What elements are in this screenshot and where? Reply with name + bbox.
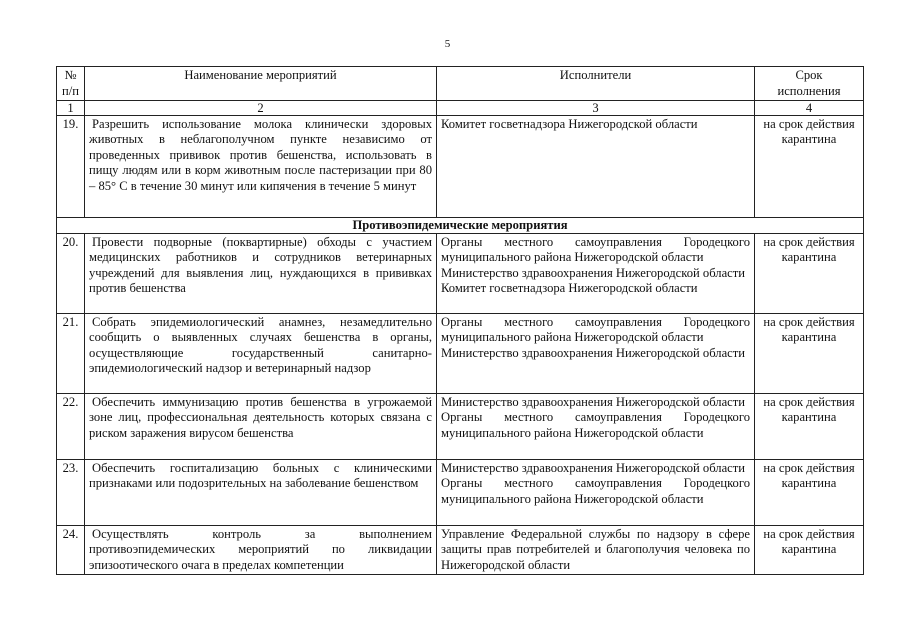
table-row <box>57 234 864 314</box>
measure-name: Разрешить использование молока клинически здоровых животных в неблагополучном пункте независимо от проведенных прививок против бешенства, использовать в пищу людям или в корм животным после пастеризации при 80 – 85° С в течение 30 минут или кипячения в течение 5 минут <box>85 116 437 218</box>
column-index: 3 <box>437 101 755 116</box>
measure-name: Осуществлять контроль за выполнением противоэпидемических мероприятий по ликвидации эпизоотического очага в пределах компетенции <box>85 526 437 575</box>
table-row <box>57 526 864 575</box>
header-term: Срок исполнения <box>755 67 864 101</box>
row-number: 24. <box>57 526 85 575</box>
measure-name: Обеспечить госпитализацию больных с клиническими признаками или подозрительных на заболевание бешенством <box>85 460 437 526</box>
executor: Органы местного самоуправления Городецкого муниципального района Нижегородской области <box>441 235 750 265</box>
measures-table <box>56 66 864 575</box>
table-header-row <box>57 67 864 101</box>
executor: Органы местного самоуправления Городецкого муниципального района Нижегородской области <box>441 410 750 440</box>
term-cell: на срок действия карантина <box>755 116 864 218</box>
executor: Комитет госветнадзора Нижегородской области <box>441 281 698 296</box>
executors-cell <box>437 526 755 575</box>
executors-cell <box>437 394 755 460</box>
executor: Управление Федеральной службы по надзору в сфере защиты прав потребителей и благополучия человека по Нижегородской области <box>441 527 750 572</box>
executors-cell <box>437 116 755 218</box>
measure-name: Провести подворные (поквартирные) обходы с участием медицинских работников и сотрудников ветеринарных учреждений для выявления лиц, нуждающихся в прививках против бешенства <box>85 234 437 314</box>
column-index-row <box>57 101 864 116</box>
term-cell: на срок действия карантина <box>755 460 864 526</box>
executor: Органы местного самоуправления Городецкого муниципального района Нижегородской области <box>441 476 750 506</box>
executor: Комитет госветнадзора Нижегородской области <box>441 117 698 131</box>
section-title: Противоэпидемические мероприятия <box>57 218 864 234</box>
row-number: 23. <box>57 460 85 526</box>
table-row <box>57 314 864 394</box>
section-heading-row <box>57 218 864 234</box>
column-index: 4 <box>755 101 864 116</box>
executor: Министерство здравоохранения Нижегородской области <box>441 395 746 409</box>
executor: Органы местного самоуправления Городецкого муниципального района Нижегородской области <box>441 315 750 345</box>
row-number: 20. <box>57 234 85 314</box>
table-row <box>57 116 864 218</box>
measure-name: Обеспечить иммунизацию против бешенства в угрожаемой зоне лиц, профессиональная деятельность которых связана с риском заражения вирусом бешенства <box>85 394 437 460</box>
header-num: № п/п <box>57 67 85 101</box>
executor: Министерство здравоохранения Нижегородской области <box>441 461 746 475</box>
executor: Министерство здравоохранения Нижегородской области <box>441 345 746 360</box>
term-cell: на срок действия карантина <box>755 526 864 575</box>
executors-cell <box>437 234 755 314</box>
executors-cell <box>437 314 755 394</box>
row-number: 21. <box>57 314 85 394</box>
header-executors: Исполнители <box>437 67 755 101</box>
table-row <box>57 460 864 526</box>
row-number: 22. <box>57 394 85 460</box>
column-index: 2 <box>85 101 437 116</box>
page-number: 5 <box>444 38 451 50</box>
row-number: 19. <box>57 116 85 218</box>
executor: Министерство здравоохранения Нижегородской области <box>441 265 746 280</box>
measure-name: Собрать эпидемиологический анамнез, незамедлительно сообщить о выявленных случаях бешенства в органы, осуществляющие государственный санитарно-эпидемиологический надзор и ветеринарный надзор <box>85 314 437 394</box>
table-row <box>57 394 864 460</box>
executors-cell <box>437 460 755 526</box>
term-cell: на срок действия карантина <box>755 234 864 314</box>
header-name: Наименование мероприятий <box>85 67 437 101</box>
term-cell: на срок действия карантина <box>755 394 864 460</box>
column-index: 1 <box>57 101 85 116</box>
term-cell: на срок действия карантина <box>755 314 864 394</box>
